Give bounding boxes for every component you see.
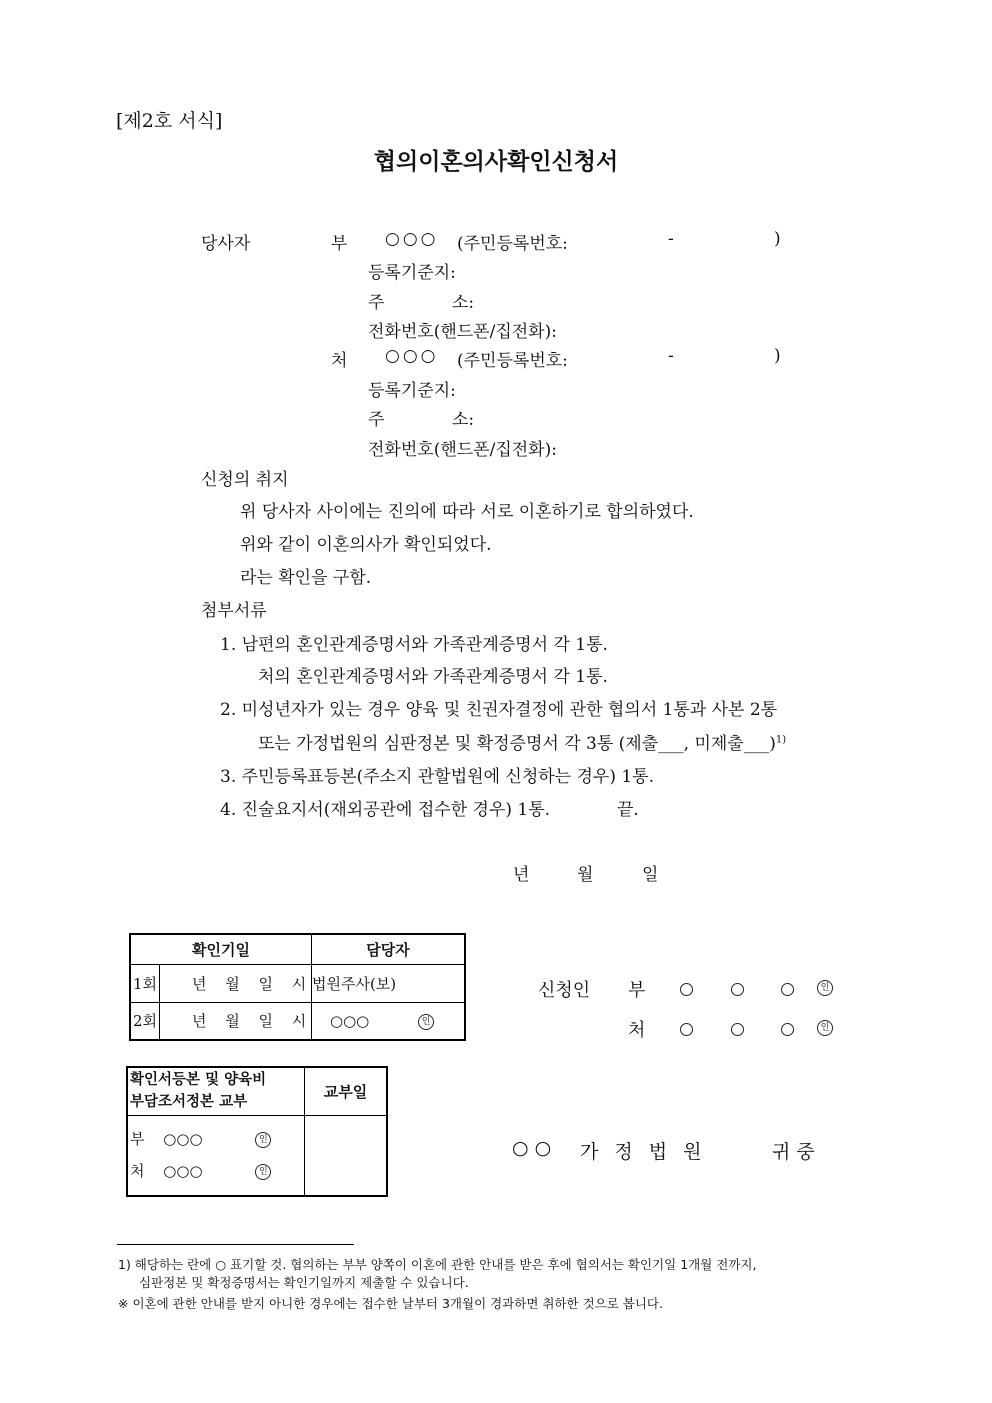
delivery-husband-row: 부 ○○○ 인 bbox=[130, 1123, 304, 1155]
applicant-husband-name-circle-3 bbox=[781, 983, 794, 996]
husband-rrn-label: (주민등록번호: bbox=[457, 234, 568, 254]
date-day: 일 bbox=[642, 865, 659, 885]
round-2-date: 년 월 일 시 bbox=[160, 1002, 312, 1040]
husband-role: 부 bbox=[331, 234, 348, 254]
attachment-1a: 1. 남편의 혼인관계증명서와 가족관계증명서 각 1통. bbox=[220, 635, 608, 655]
wife-address-a: 주 bbox=[368, 410, 385, 430]
court-suffix: 귀 중 bbox=[772, 1141, 815, 1163]
round-1-date: 년 월 일 시 bbox=[160, 964, 312, 1002]
wife-phone: 전화번호(핸드폰/집전화): bbox=[368, 440, 557, 460]
husband-phone: 전화번호(핸드폰/집전화): bbox=[368, 322, 557, 342]
attachment-2a: 2. 미성년자가 있는 경우 양육 및 친권자결정에 관한 협의서 1통과 사본 2통 bbox=[220, 700, 778, 720]
husband-rrn-close: ) bbox=[774, 229, 781, 249]
confirm-date-header: 확인기일 bbox=[130, 934, 312, 964]
officer-title: 법원주사(보) bbox=[312, 964, 466, 1002]
purpose-line-1: 위 당사자 사이에는 진의에 따라 서로 이혼하기로 합의하였다. bbox=[240, 502, 694, 522]
wife-rrn-dash: - bbox=[668, 346, 674, 366]
attachments-label: 첨부서류 bbox=[201, 601, 267, 621]
delivery-wife-row: 처 ○○○ 인 bbox=[130, 1155, 304, 1187]
attachment-2b: 또는 가정법원의 심판정본 및 확정증명서 각 3통 (제출___, 미제출___)$^{1)}$ bbox=[258, 734, 787, 754]
delivery-recipients bbox=[127, 1115, 305, 1196]
wife-name: ○○○ bbox=[385, 346, 439, 366]
officer-sign bbox=[312, 1002, 466, 1040]
confirmation-table bbox=[129, 933, 466, 1041]
applicant-husband-name-circle-1 bbox=[680, 983, 693, 996]
seal-icon: 인 bbox=[817, 1020, 833, 1036]
round-2: 2회 bbox=[130, 1002, 160, 1040]
applicant-wife-name-circle-2 bbox=[731, 1023, 744, 1036]
wife-rrn-close: ) bbox=[774, 346, 781, 366]
date-month: 월 bbox=[577, 865, 594, 885]
officer-header: 담당자 bbox=[312, 934, 466, 964]
court-prefix: ○ ○ bbox=[512, 1137, 552, 1159]
husband-rrn-dash: - bbox=[668, 229, 674, 249]
attachment-4: 4. 진술요지서(재외공관에 접수한 경우) 1통. bbox=[220, 800, 551, 820]
attachment-1b: 처의 혼인관계증명서와 가족관계증명서 각 1통. bbox=[258, 667, 608, 687]
wife-registry: 등록기준지: bbox=[368, 381, 456, 401]
husband-name: ○○○ bbox=[385, 229, 439, 249]
party-label: 당사자 bbox=[201, 234, 251, 254]
footnote-divider bbox=[117, 1244, 354, 1245]
husband-registry: 등록기준지: bbox=[368, 263, 456, 283]
husband-address-a: 주 bbox=[368, 293, 385, 313]
seal-icon: 인 bbox=[255, 1132, 271, 1148]
delivery-date-header: 교부일 bbox=[305, 1067, 388, 1115]
purpose-label: 신청의 취지 bbox=[201, 470, 289, 490]
purpose-line-2: 위와 같이 이혼의사가 확인되었다. bbox=[240, 535, 492, 555]
seal-icon: 인 bbox=[418, 1014, 434, 1030]
page-title: 협의이혼의사확인신청서 bbox=[373, 148, 619, 175]
seal-icon: 인 bbox=[817, 980, 833, 996]
delivery-table bbox=[126, 1066, 388, 1197]
footnote-1a: 1) 해당하는 란에 ○ 표기할 것. 협의하는 부부 양쪽이 이혼에 관한 안내를 받은 후에 협의서는 확인기일 1개월 전까지, bbox=[118, 1257, 757, 1272]
applicant-label: 신청인 bbox=[538, 980, 591, 1001]
delivery-header: 확인서등본 및 양육비 부담조서정본 교부 bbox=[127, 1067, 305, 1115]
seal-icon: 인 bbox=[255, 1164, 271, 1180]
wife-role: 처 bbox=[331, 351, 348, 371]
date-year: 년 bbox=[513, 865, 530, 885]
round-1: 1회 bbox=[130, 964, 160, 1002]
husband-address-b: 소: bbox=[452, 293, 475, 313]
applicant-husband-name-circle-2 bbox=[731, 983, 744, 996]
delivery-date-cell bbox=[305, 1115, 388, 1196]
footnote-1b: 심판정본 및 확정증명서는 확인기일까지 제출할 수 있습니다. bbox=[139, 1275, 469, 1290]
applicant-wife-role: 처 bbox=[628, 1020, 646, 1041]
court-name: 가 정 법 원 bbox=[580, 1141, 702, 1163]
officer-name: ○○○ bbox=[330, 1011, 370, 1030]
applicant-wife-name-circle-1 bbox=[680, 1023, 693, 1036]
applicant-husband-role: 부 bbox=[628, 980, 646, 1001]
purpose-line-3: 라는 확인을 구함. bbox=[240, 568, 372, 588]
footnote-2: ※ 이혼에 관한 안내를 받지 아니한 경우에는 접수한 날부터 3개월이 경과하면 취하한 것으로 봅니다. bbox=[118, 1296, 663, 1311]
applicant-wife-name-circle-3 bbox=[781, 1023, 794, 1036]
attachment-3: 3. 주민등록표등본(주소지 관할법원에 신청하는 경우) 1통. bbox=[220, 767, 655, 787]
wife-rrn-label: (주민등록번호: bbox=[457, 351, 568, 371]
end-mark: 끝. bbox=[617, 800, 639, 820]
wife-address-b: 소: bbox=[452, 410, 475, 430]
footnote-ref: 1) bbox=[775, 734, 787, 746]
form-number: [제2호 서식] bbox=[116, 110, 223, 132]
